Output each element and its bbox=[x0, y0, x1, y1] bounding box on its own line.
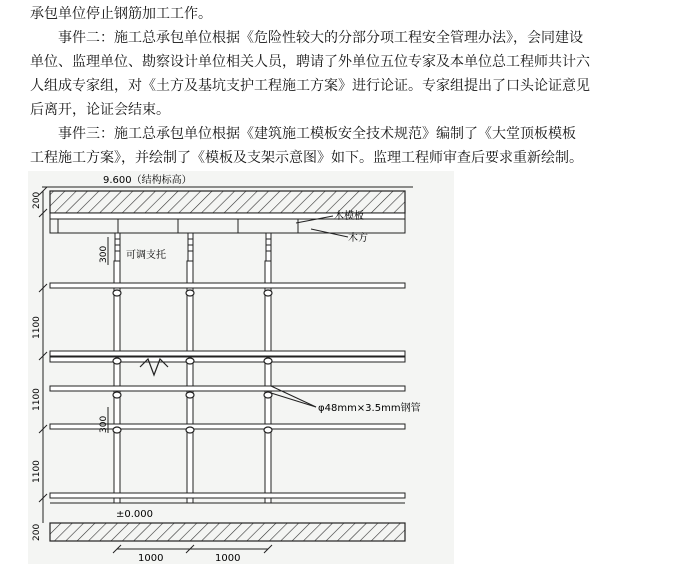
dim-200-bottom: 200 bbox=[32, 523, 42, 541]
text-line-6: 事件三：施工总承包单位根据《建筑施工模板安全技术规范》编制了《大堂顶板模板 bbox=[58, 126, 576, 142]
adjustable-support-left bbox=[115, 233, 120, 261]
dim-1100-c: 1100 bbox=[32, 460, 42, 483]
top-elevation-label: 9.600（结构标高） bbox=[103, 175, 192, 186]
ledger-row-2b bbox=[50, 357, 405, 362]
document-text bbox=[30, 2, 670, 170]
dim-1100-b: 1100 bbox=[32, 388, 42, 411]
adjustable-support-right bbox=[266, 233, 271, 261]
formwork-svg bbox=[28, 171, 454, 564]
pipe-leader-2 bbox=[271, 393, 316, 407]
vertical-pipe-right bbox=[265, 261, 271, 503]
adjustable-support-mid bbox=[188, 233, 193, 261]
timber-label: 木方 bbox=[348, 233, 368, 244]
formwork-diagram bbox=[28, 171, 454, 564]
ledger-row-3 bbox=[50, 386, 405, 391]
bottom-slab bbox=[50, 523, 405, 541]
dim-1000-a: 1000 bbox=[138, 553, 164, 564]
ledger-row-1 bbox=[50, 283, 405, 288]
vertical-pipe-mid bbox=[187, 261, 193, 503]
text-line-5: 后离开，论证会结束。 bbox=[30, 102, 170, 118]
top-slab bbox=[50, 191, 405, 213]
adjustable-support-label: 可调支托 bbox=[126, 250, 166, 261]
ledger-row-2 bbox=[50, 351, 405, 356]
formwork-label: 木模板 bbox=[334, 211, 364, 222]
vertical-pipe-left bbox=[114, 261, 120, 503]
text-line-7: 工程施工方案》，并绘制了《模板及支架示意图》如下。监理工程师审查后要求重新绘制。 bbox=[30, 150, 583, 166]
text-line-4: 人组成专家组，对《土方及基坑支护工程施工方案》进行论证。专家组提出了口头论证意见 bbox=[30, 78, 590, 94]
text-line-2: 事件二：施工总承包单位根据《危险性较大的分部分项工程安全管理办法》，会同建设 bbox=[58, 30, 583, 46]
dim-1000-b: 1000 bbox=[215, 553, 241, 564]
bottom-elevation-label: ±0.000 bbox=[116, 509, 154, 520]
text-line-3: 单位、监理单位、勘察设计单位相关人员，聘请了外单位五位专家及本单位总工程师共计六 bbox=[30, 54, 590, 70]
dim-300-top: 300 bbox=[99, 245, 109, 263]
ledger-row-5 bbox=[50, 493, 405, 498]
dim-300-bottom: 300 bbox=[99, 415, 109, 433]
text-line-1: 承包单位停止钢筋加工工作。 bbox=[30, 6, 212, 22]
dim-1100-a: 1100 bbox=[32, 316, 42, 339]
pipe-label: φ48mm×3.5mm钢管 bbox=[318, 403, 421, 414]
dim-200-top: 200 bbox=[32, 191, 42, 209]
